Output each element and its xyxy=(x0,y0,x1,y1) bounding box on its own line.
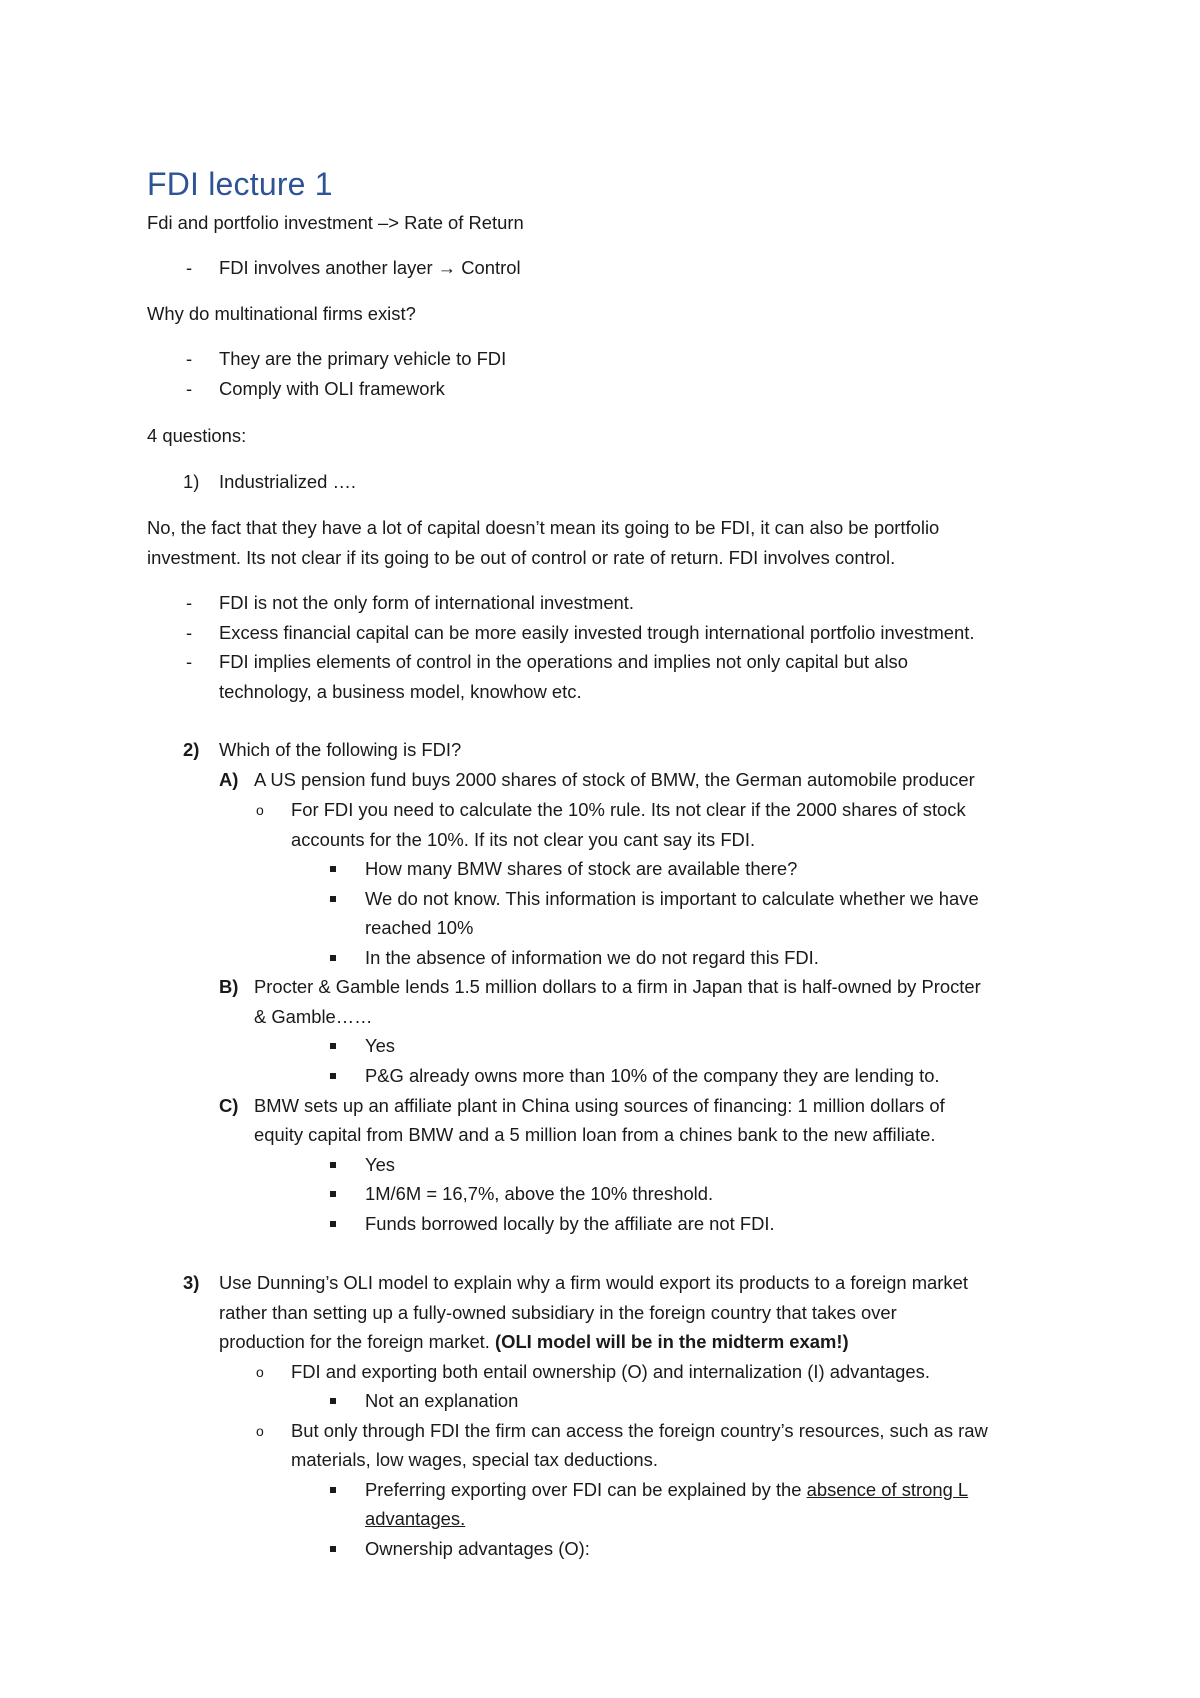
underlined-phrase-continuation: advantages. xyxy=(365,1508,466,1529)
dash-marker: - xyxy=(186,348,193,369)
q3-sub-point: Not an explanation xyxy=(365,1390,519,1411)
q3-sub: But only through FDI the firm can access the foreign country’s resources, such as raw xyxy=(291,1420,988,1441)
q3-sub: materials, low wages, special tax deductions. xyxy=(291,1449,658,1470)
option-c-point: Funds borrowed locally by the affiliate are not FDI. xyxy=(365,1213,775,1234)
option-label: B) xyxy=(219,976,239,997)
circle-bullet-icon: o xyxy=(256,1364,264,1380)
option-a-text: A US pension fund buys 2000 shares of stock of BMW, the German automobile producer xyxy=(254,769,975,790)
q1-bullet: FDI implies elements of control in the operations and implies not only capital but also xyxy=(219,651,908,672)
square-bullet-icon xyxy=(330,1191,336,1197)
square-bullet-icon xyxy=(330,955,336,961)
q3-sub-point: Ownership advantages (O): xyxy=(365,1538,590,1559)
q3-sub-point-plain: Preferring exporting over FDI can be explained by the xyxy=(365,1479,807,1500)
midterm-note: (OLI model will be in the midterm exam!) xyxy=(495,1331,849,1352)
dash-marker: - xyxy=(186,622,193,643)
underlined-phrase: absence of strong L xyxy=(806,1479,969,1500)
circle-bullet-icon: o xyxy=(256,802,264,818)
circle-bullet-icon: o xyxy=(256,1423,264,1439)
question-1-text: Industrialized …. xyxy=(219,471,356,492)
intro-bullet: FDI involves another layer → Control xyxy=(219,257,521,278)
option-a-point: In the absence of information we do not regard this FDI. xyxy=(365,947,819,968)
question-2-text: Which of the following is FDI? xyxy=(219,739,462,760)
option-b-point: Yes xyxy=(365,1035,396,1056)
paragraph-line: investment. Its not clear if its going to be out of control or rate of return. FDI involves control. xyxy=(147,547,896,568)
square-bullet-icon xyxy=(330,1162,336,1168)
question-3-text: Use Dunning’s OLI model to explain why a firm would export its products to a foreign market xyxy=(219,1272,968,1293)
q1-bullet-continuation: technology, a business model, knowhow etc. xyxy=(219,681,582,702)
question-3-text-plain: production for the foreign market. xyxy=(219,1331,496,1352)
option-a-sub: accounts for the 10%. If its not clear you cant say its FDI. xyxy=(291,829,756,850)
q1-bullet: Excess financial capital can be more easily invested trough international portfolio investment. xyxy=(219,622,975,643)
question-number: 2) xyxy=(183,739,200,760)
square-bullet-icon xyxy=(330,1546,336,1552)
option-c-point: 1M/6M = 16,7%, above the 10% threshold. xyxy=(365,1183,714,1204)
question-number: 3) xyxy=(183,1272,200,1293)
option-b-point: P&G already owns more than 10% of the company they are lending to. xyxy=(365,1065,940,1086)
square-bullet-icon xyxy=(330,1073,336,1079)
question-3-text: rather than setting up a fully-owned subsidiary in the foreign country that takes over xyxy=(219,1302,897,1323)
square-bullet-icon xyxy=(330,1398,336,1404)
why-bullet: Comply with OLI framework xyxy=(219,378,445,399)
dash-marker: - xyxy=(186,378,193,399)
paragraph-line: No, the fact that they have a lot of capital doesn’t mean its going to be FDI, it can also be portfolio xyxy=(147,517,940,538)
square-bullet-icon xyxy=(330,1487,336,1493)
option-c-point: Yes xyxy=(365,1154,396,1175)
option-a-point: How many BMW shares of stock are available there? xyxy=(365,858,798,879)
square-bullet-icon xyxy=(330,866,336,872)
option-label: A) xyxy=(219,769,239,790)
document-title: FDI lecture 1 xyxy=(147,166,333,202)
q3-sub: FDI and exporting both entail ownership (O) and internalization (I) advantages. xyxy=(291,1361,930,1382)
question-3-text xyxy=(219,1327,849,1357)
why-question: Why do multinational firms exist? xyxy=(147,303,416,324)
question-number: 1) xyxy=(183,471,200,492)
option-a-sub: For FDI you need to calculate the 10% rule. Its not clear if the 2000 shares of stock xyxy=(291,799,966,820)
option-b-text: & Gamble…… xyxy=(254,1006,373,1027)
option-label: C) xyxy=(219,1095,239,1116)
questions-header: 4 questions: xyxy=(147,425,247,446)
square-bullet-icon xyxy=(330,896,336,902)
square-bullet-icon xyxy=(330,1221,336,1227)
option-c-text: equity capital from BMW and a 5 million loan from a chines bank to the new affiliate. xyxy=(254,1124,936,1145)
option-a-point-continuation: reached 10% xyxy=(365,917,474,938)
option-a-point: We do not know. This information is important to calculate whether we have xyxy=(365,888,979,909)
dash-marker: - xyxy=(186,651,193,672)
square-bullet-icon xyxy=(330,1043,336,1049)
q3-sub-point xyxy=(365,1475,968,1505)
q1-bullet: FDI is not the only form of international investment. xyxy=(219,592,635,613)
option-c-text: BMW sets up an affiliate plant in China using sources of financing: 1 million dollars of xyxy=(254,1095,945,1116)
dash-marker: - xyxy=(186,257,193,278)
why-bullet: They are the primary vehicle to FDI xyxy=(219,348,507,369)
dash-marker: - xyxy=(186,592,193,613)
option-b-text: Procter & Gamble lends 1.5 million dollars to a firm in Japan that is half-owned by Procter xyxy=(254,976,981,997)
intro-line: Fdi and portfolio investment –> Rate of Return xyxy=(147,212,524,233)
